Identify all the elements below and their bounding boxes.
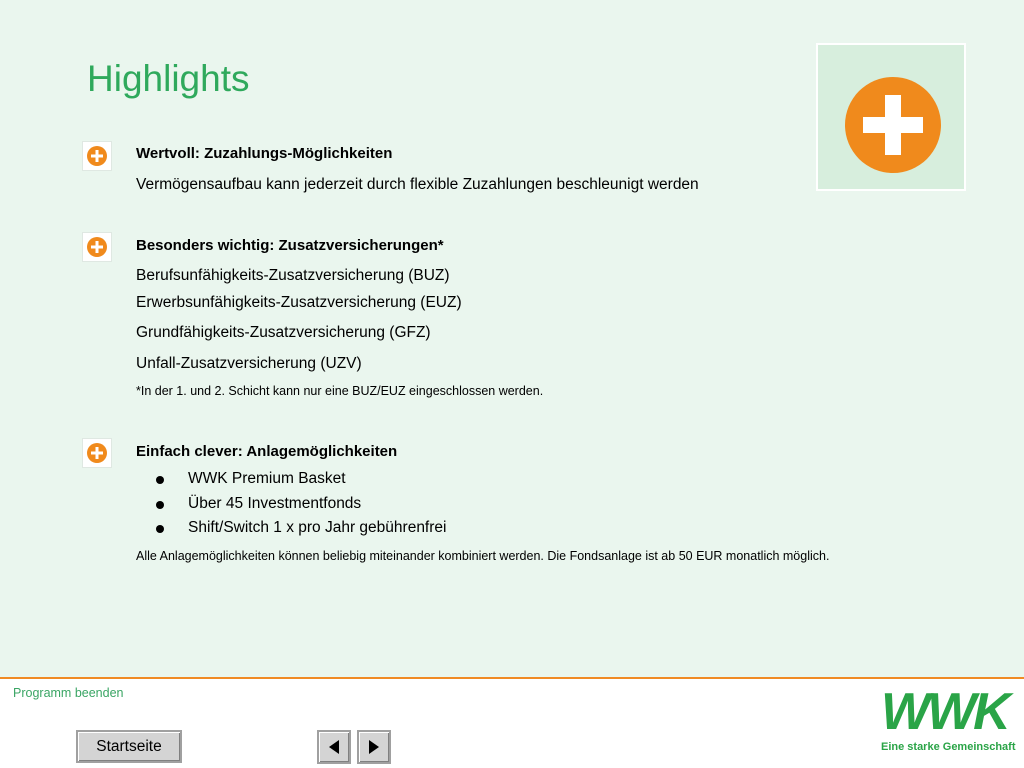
plus-circle-icon: [87, 443, 107, 463]
section-text: Berufsunfähigkeits-Zusatzversicherung (BUZ): [136, 267, 450, 284]
section-heading: Einfach clever: Anlagemöglichkeiten: [136, 443, 398, 460]
triangle-left-icon: [327, 739, 341, 755]
plus-circle-icon: [840, 77, 946, 173]
logo-wordmark: WWK: [881, 683, 1008, 741]
logo-tagline: Eine starke Gemeinschaft: [881, 741, 1016, 753]
start-page-button[interactable]: Startseite: [76, 730, 182, 763]
bullet-dot-icon: [156, 476, 164, 484]
wwk-logo: [881, 683, 1016, 760]
bullet-dot-icon: [156, 525, 164, 533]
section-2-bullet-icon-box: [82, 232, 112, 262]
section-text: Grundfähigkeits-Zusatzversicherung (GFZ): [136, 324, 431, 341]
list-item-label: WWK Premium Basket: [188, 470, 346, 487]
highlight-badge: [816, 43, 966, 191]
end-program-link[interactable]: Programm beenden: [13, 686, 124, 700]
section-heading: Wertvoll: Zuzahlungs-Möglichkeiten: [136, 145, 393, 162]
list-item-label: Shift/Switch 1 x pro Jahr gebührenfrei: [188, 519, 447, 536]
plus-circle-icon: [87, 237, 107, 257]
footer-divider: [0, 677, 1024, 679]
page-title: Highlights: [87, 58, 250, 99]
previous-button[interactable]: [317, 730, 351, 764]
triangle-right-icon: [367, 739, 381, 755]
list-item-label: Über 45 Investmentfonds: [188, 495, 362, 512]
section-text: Vermögensaufbau kann jederzeit durch flexible Zuzahlungen beschleunigt werden: [136, 176, 699, 193]
section-note: *In der 1. und 2. Schicht kann nur eine BUZ/EUZ eingeschlossen werden.: [136, 384, 544, 398]
section-3-bullet-icon-box: [82, 438, 112, 468]
next-button[interactable]: [357, 730, 391, 764]
section-text: Unfall-Zusatzversicherung (UZV): [136, 355, 362, 372]
section-heading: Besonders wichtig: Zusatzversicherungen*: [136, 237, 444, 254]
bullet-dot-icon: [156, 501, 164, 509]
plus-circle-icon: [87, 146, 107, 166]
section-note: Alle Anlagemöglichkeiten können beliebig miteinander kombiniert werden. Die Fondsanlage ist ab 50 EUR monatlich möglich.: [136, 549, 830, 563]
section-1-bullet-icon-box: [82, 141, 112, 171]
section-text: Erwerbsunfähigkeits-Zusatzversicherung (EUZ): [136, 294, 462, 311]
